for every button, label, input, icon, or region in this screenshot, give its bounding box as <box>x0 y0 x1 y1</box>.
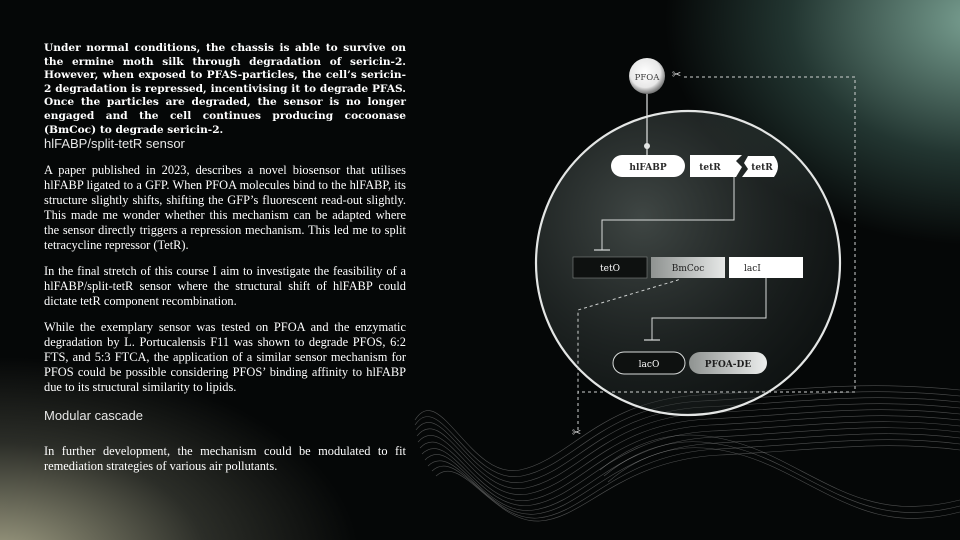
paragraph-sensor-2: In the final stretch of this course I aim to investigate the feasibility of a hlFABP/split-tetR sensor where the structural shift of hlFABP could dictate tetR component recombination. <box>44 264 406 309</box>
tetr-right-label: tetR <box>751 163 773 173</box>
section-heading-sensor: hlFABP/split-tetR sensor <box>44 136 185 151</box>
pfoa-label: PFOA <box>634 73 660 83</box>
laci-label: lacI <box>744 264 761 274</box>
section-heading-cascade: Modular cascade <box>44 408 143 423</box>
paragraph-sensor-1: A paper published in 2023, describes a novel biosensor that utilises hlFABP ligated to a GFP. When PFOA molecules bind to the hlFABP, its structure slightly shifts, shifting the GFP’s fluorescent read-out slightly. This made me wonder whether this mechanism can be adapted where the sensor directly triggers a repression mechanism. This led me to split tetracycline repressor (TetR). <box>44 163 406 253</box>
tetr-left-label: tetR <box>699 163 721 173</box>
teto-label: tetO <box>600 264 620 274</box>
pfoa-de-label: PFOA-DE <box>704 360 752 370</box>
paragraph-sensor-3: While the exemplary sensor was tested on PFOA and the enzymatic degradation by L. Portucalensis F11 was shown to degrade PFOS, 6:2 FTS, and 5:3 FTCA, the application of a similar sensor mechanism for PFOS could be possible considering PFOS’ binding affinity to hlFABP due to its structural similarity to lipids. <box>44 320 406 395</box>
intro-paragraph: Under normal conditions, the chassis is able to survive on the ermine moth silk through degradation of sericin-2. However, when exposed to PFAS-particles, the cell’s sericin-2 degradation is repressed, incentivising it to degrade PFAS. Once the particles are degraded, the sensor is no longer engaged and the cell continues producing cocoonase (BmCoc) to degrade sericin-2. <box>44 42 406 136</box>
bmcoc-label: BmCoc <box>671 264 705 274</box>
laci-block <box>729 257 803 278</box>
binding-dot <box>644 143 650 149</box>
laco-label: lacO <box>638 360 660 370</box>
hlfabp-label: hlFABP <box>629 163 667 173</box>
scissors-icon: ✂ <box>572 426 582 439</box>
paragraph-cascade: In further development, the mechanism could be modulated to fit remediation strategies of various air pollutants. <box>44 444 406 474</box>
scissors-icon: ✂ <box>672 68 682 81</box>
